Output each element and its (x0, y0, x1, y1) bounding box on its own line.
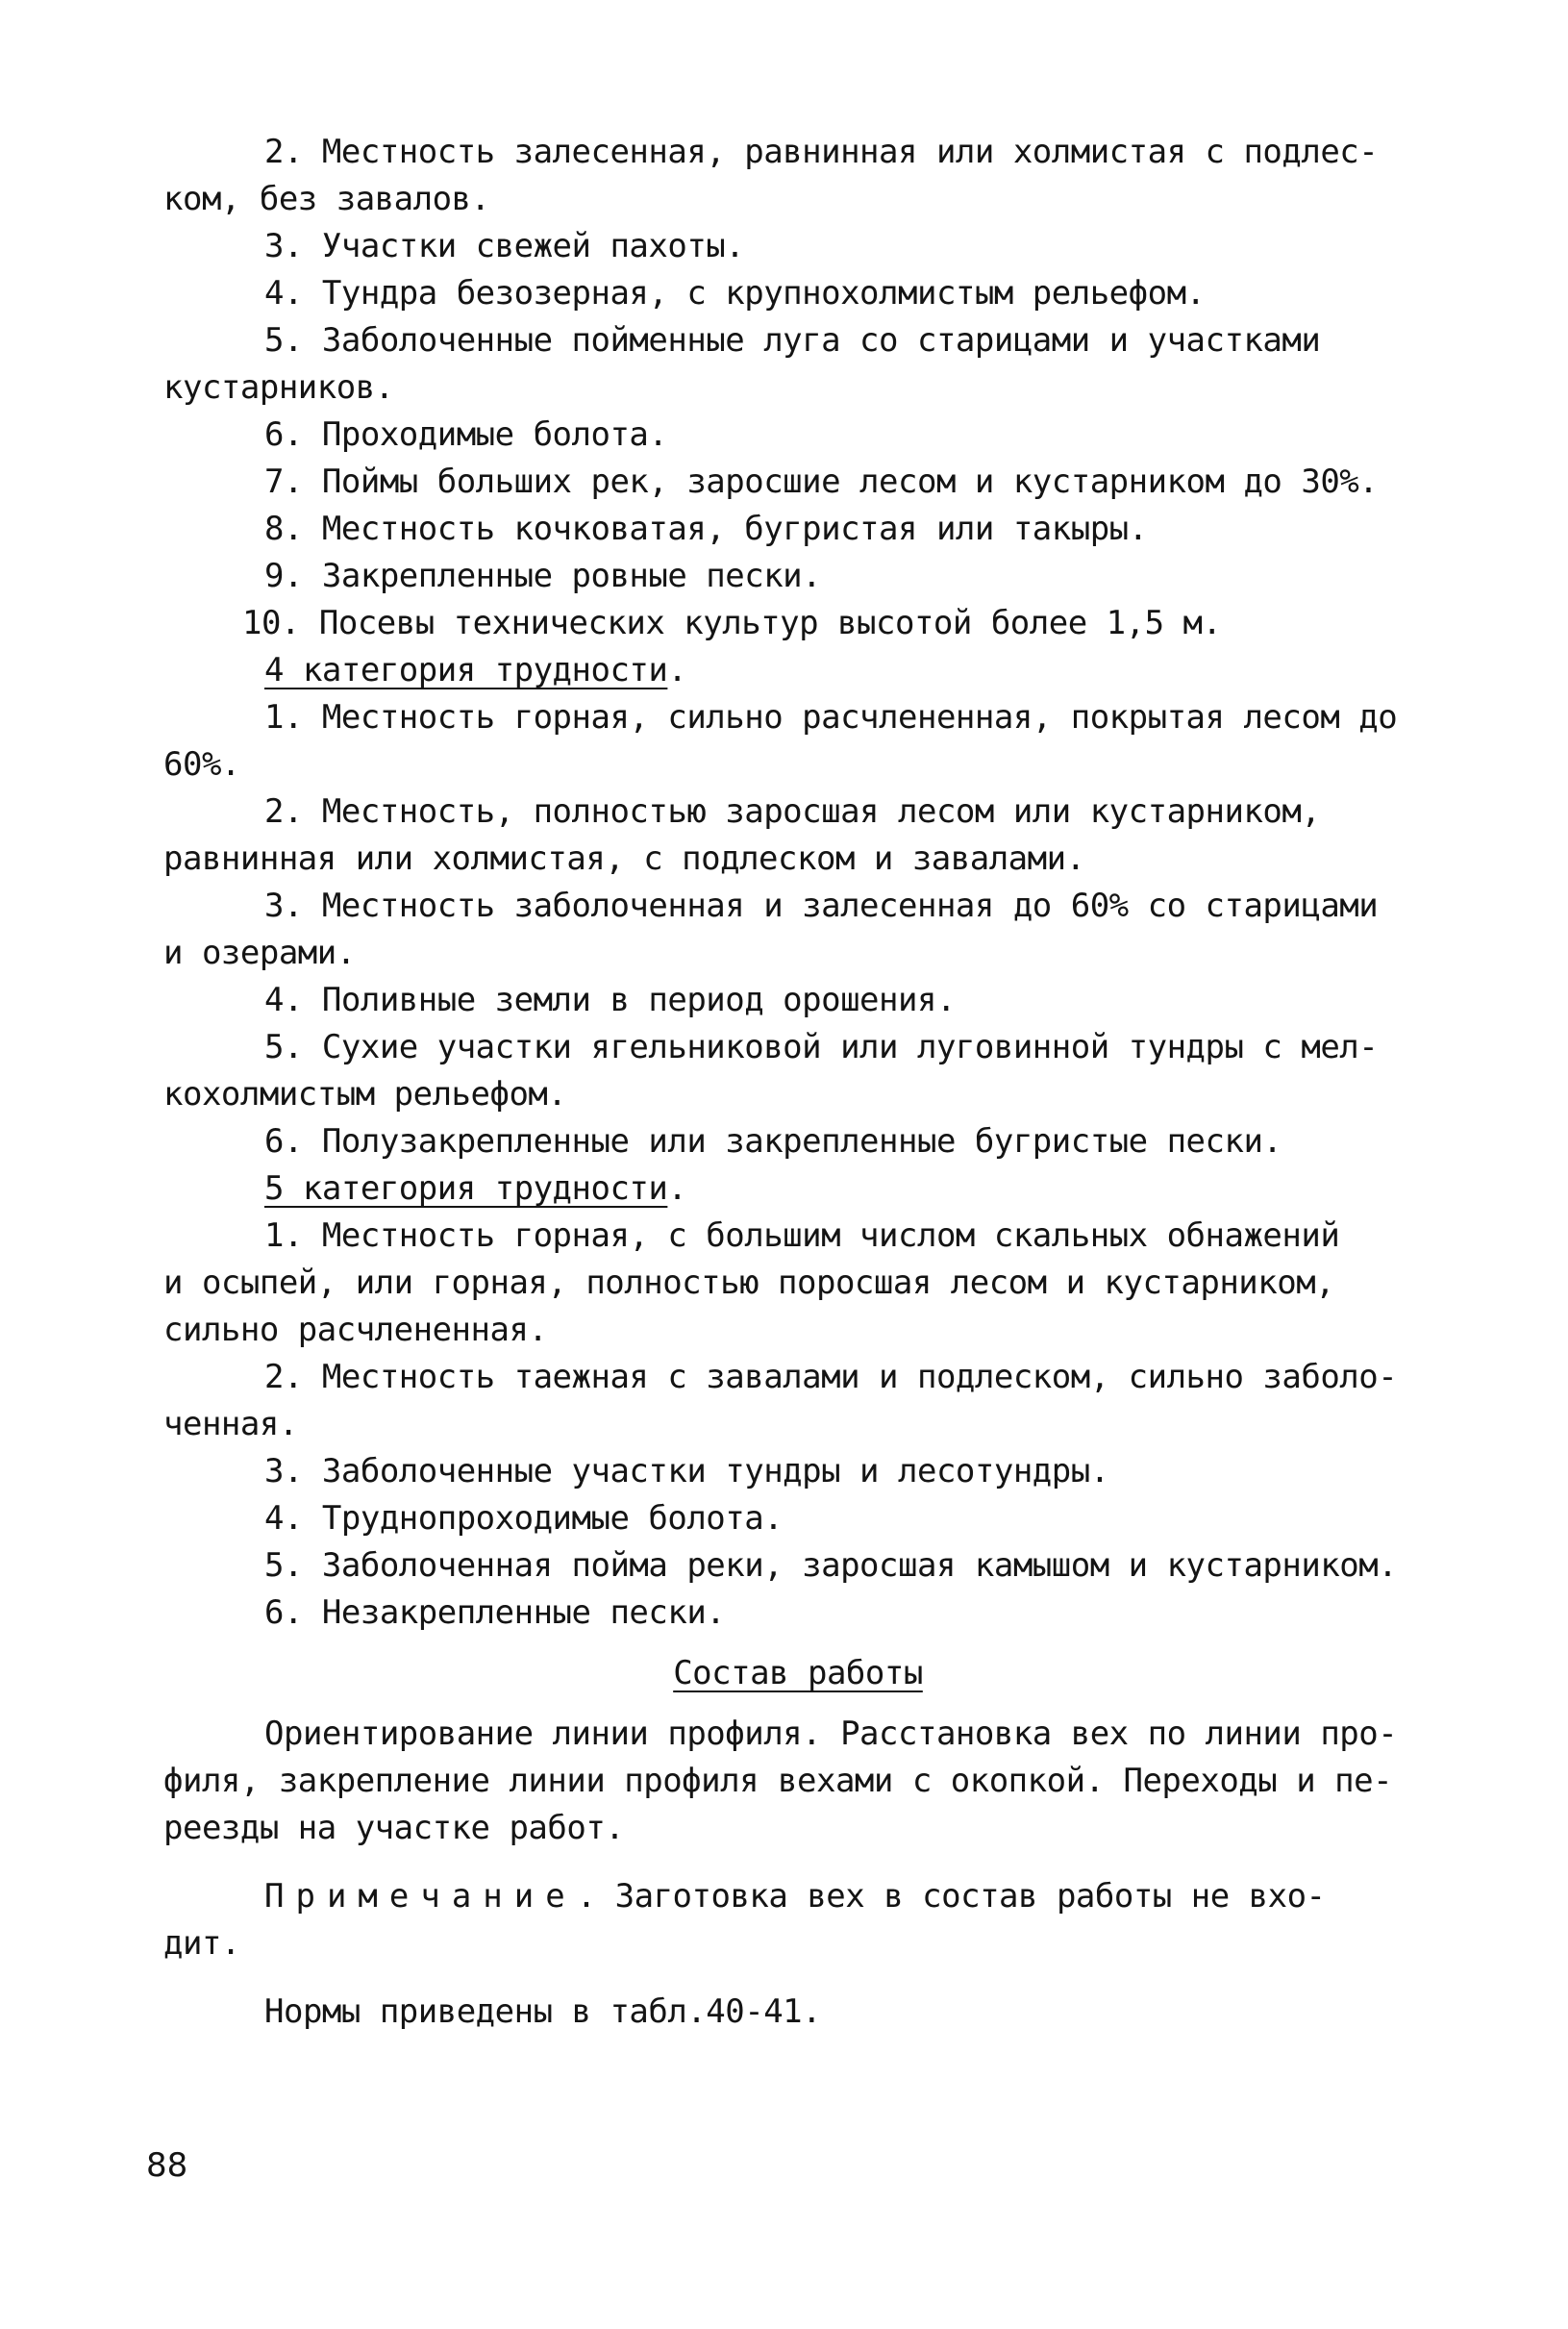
note-continuation: дит. (163, 1924, 240, 1963)
note-label: Примечание (264, 1877, 577, 1916)
list-item-continuation: сильно расчлененная. (163, 1311, 548, 1349)
list-item-continuation: и осыпей, или горная, полностью поросшая лесом и кустарником, (163, 1264, 1335, 1302)
list-item: 3. Заболоченные участки тундры и лесотундры. (264, 1452, 1109, 1490)
list-item-continuation: равнинная или холмистая, с подлеском и завалами. (163, 839, 1085, 878)
list-item: 3. Участки свежей пахоты. (264, 227, 745, 265)
list-item: 4. Поливные земли в период орошения. (264, 981, 956, 1019)
paragraph-line: Ориентирование линии профиля. Расстановка вех по линии про- (264, 1715, 1398, 1753)
page-number: 88 (146, 2146, 188, 2185)
list-item-continuation: и озерами. (163, 934, 356, 972)
document-page (163, 129, 1432, 2036)
list-item: 6. Полузакрепленные или закрепленные бугристые пески. (264, 1122, 1282, 1161)
section-title-text: Состав работы (673, 1654, 923, 1692)
spacer (163, 1967, 1432, 1989)
category-heading-4 (163, 647, 1432, 694)
list-item: 8. Местность кочковатая, бугристая или такыры. (264, 510, 1148, 548)
category-heading-5-period: . (667, 1169, 687, 1208)
category-heading-5-text: 5 категория трудности (264, 1169, 668, 1208)
category-heading-4-period: . (667, 651, 687, 689)
spacer (163, 1637, 1432, 1650)
list-item-continuation: 60%. (163, 745, 240, 784)
list-item: 3. Местность заболоченная и залесенная до 60% со старицами (264, 887, 1379, 925)
list-item: 4. Тундра безозерная, с крупнохолмистым рельефом. (264, 274, 1206, 313)
list-item: 1. Местность горная, сильно расчлененная, покрытая лесом до (264, 698, 1398, 737)
category-heading-4-text: 4 категория трудности (264, 651, 668, 689)
list-item: 6. Проходимые болота. (264, 415, 668, 454)
list-item: 5. Заболоченные пойменные луга со старицами и участками (264, 321, 1321, 360)
note-line (163, 1873, 1432, 1920)
spacer (163, 1852, 1432, 1873)
list-item-continuation: кохолмистым рельефом. (163, 1075, 567, 1114)
list-item-continuation: ченная. (163, 1405, 298, 1443)
list-item: 2. Местность, полностью заросшая лесом или кустарником, (264, 792, 1321, 831)
list-item: 2. Местность залесенная, равнинная или холмистая с подлес- (264, 133, 1379, 171)
list-item: 9. Закрепленные ровные пески. (264, 557, 822, 595)
list-item: 2. Местность таежная с завалами и подлеском, сильно заболо- (264, 1358, 1398, 1396)
section-title (163, 1650, 1432, 1697)
spacer (163, 1697, 1432, 1711)
list-item-continuation: ком, без завалов. (163, 180, 490, 218)
paragraph-line: реезды на участке работ. (163, 1809, 625, 1847)
list-item: 10. Посевы технических культур высотой более 1,5 м. (242, 604, 1222, 642)
list-item-continuation: кустарников. (163, 368, 394, 407)
paragraph-line: филя, закрепление линии профиля вехами с окопкой. Переходы и пе- (163, 1762, 1393, 1800)
note-text: . Заготовка вех в состав работы не вхо- (576, 1877, 1326, 1916)
list-item: 7. Поймы больших рек, заросшие лесом и кустарником до 30%. (264, 463, 1379, 501)
list-item: 5. Сухие участки ягельниковой или луговинной тундры с мел- (264, 1028, 1379, 1066)
norms-reference: Нормы приведены в табл.40-41. (264, 1992, 822, 2031)
list-item: 4. Труднопроходимые болота. (264, 1499, 784, 1538)
list-item: 6. Незакрепленные пески. (264, 1593, 726, 1632)
list-item: 1. Местность горная, с большим числом скальных обнажений (264, 1216, 1340, 1255)
list-item: 5. Заболоченная пойма реки, заросшая камышом и кустарником. (264, 1546, 1398, 1585)
category-heading-5 (163, 1165, 1432, 1213)
